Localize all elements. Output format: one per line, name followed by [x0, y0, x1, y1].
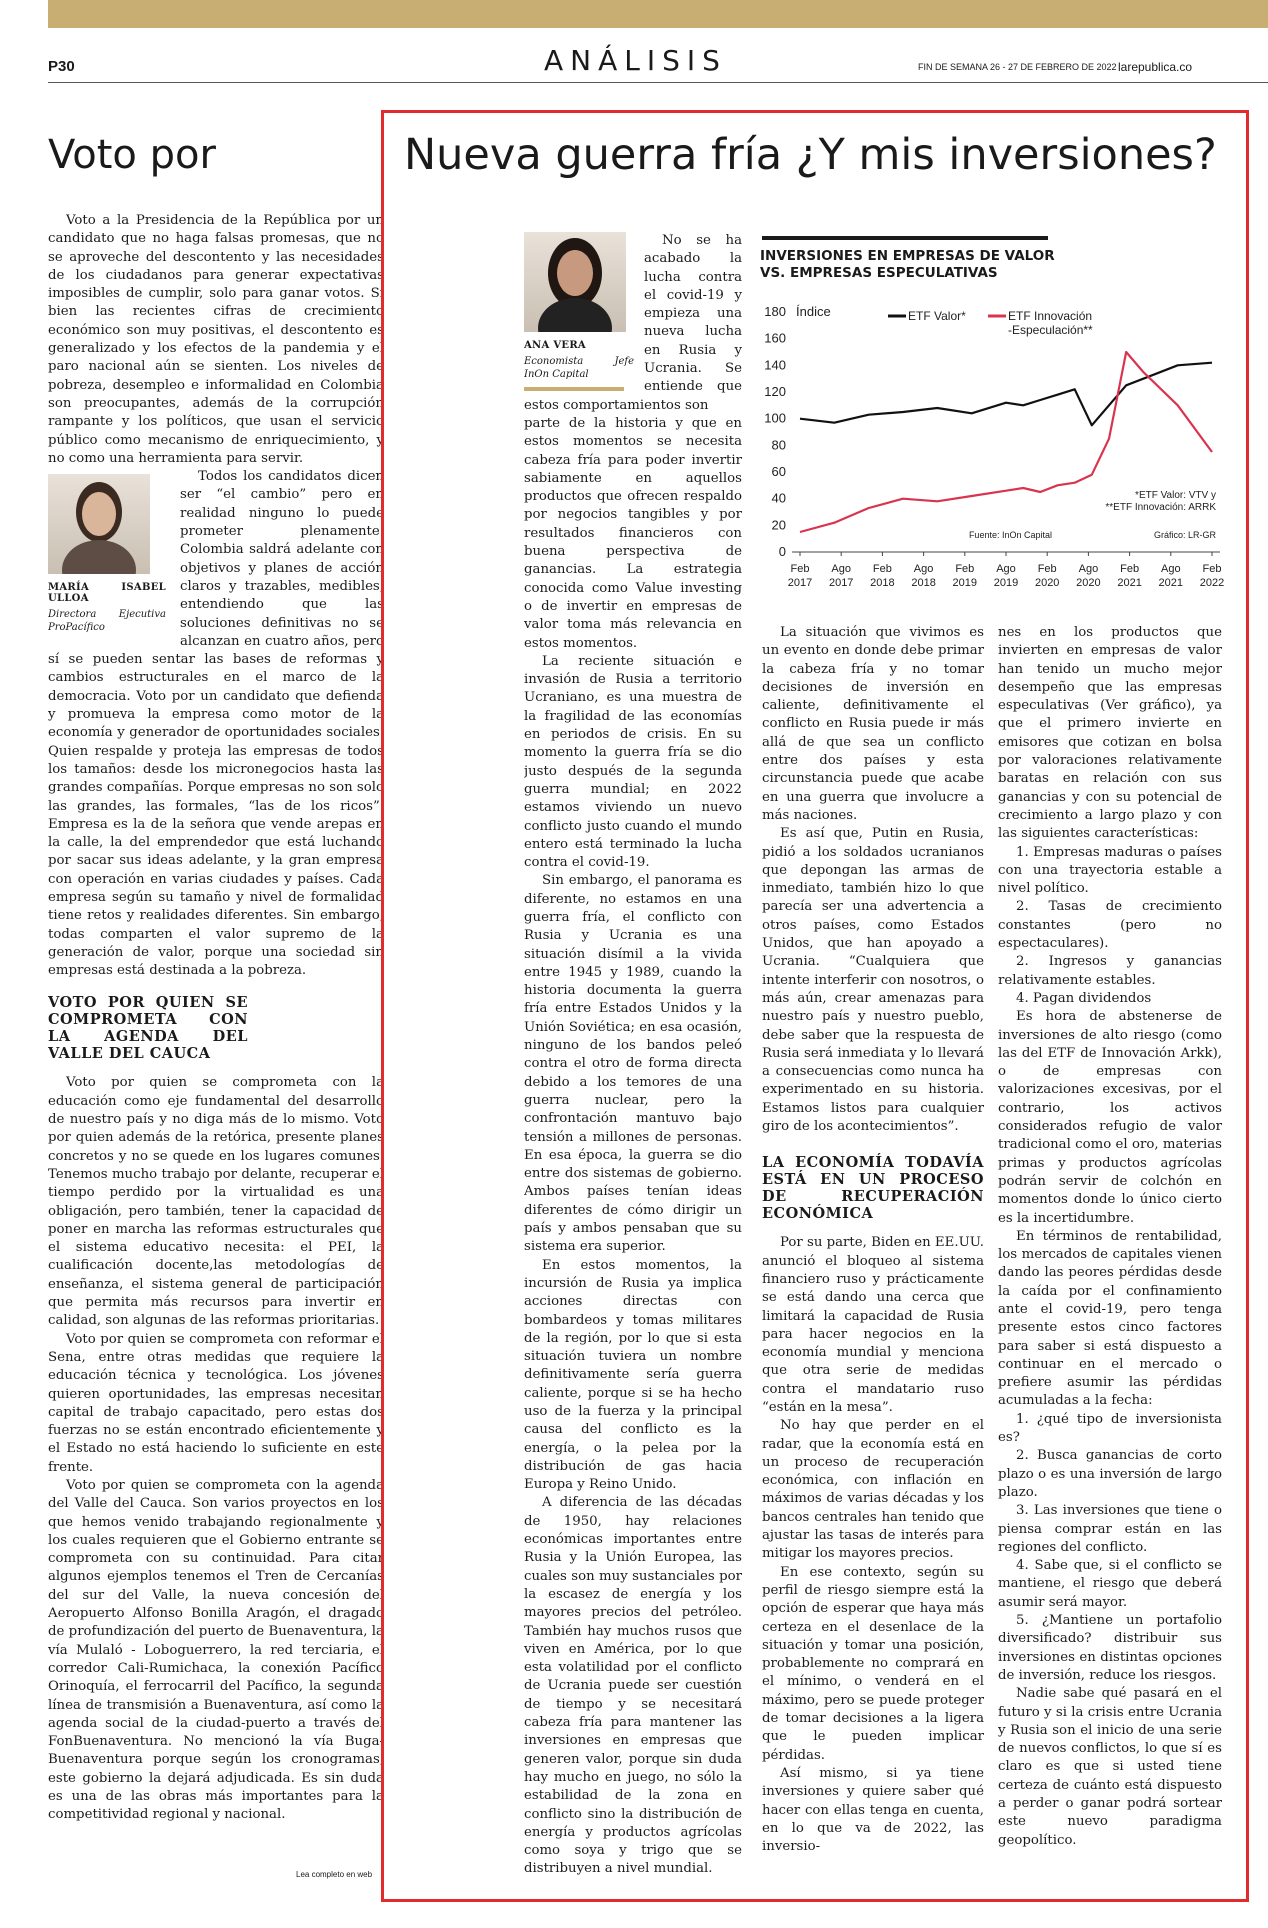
x-tick-label-month: Ago [1161, 563, 1181, 575]
legend-label-innovacion-2: -Especulación** [1008, 323, 1093, 337]
x-tick-label-year: 2020 [1076, 577, 1101, 589]
chart-source: Fuente: InOn Capital [968, 530, 1052, 540]
left-article-title: Voto por [48, 132, 216, 178]
y-tick-label: 180 [764, 304, 786, 319]
paragraph: La situación que vivimos es un evento en donde debe primar la cabeza fría y no tomar decisiones de inversión en caliente, definitivamente el conflicto en Rusia puede ir más allá de que sea un conflicto entre dos países y esta circunstancia puede que acabe en una guerra que involucre a más naciones. [762, 625, 984, 823]
author-photo [48, 474, 150, 574]
author-role: Economista Jefe InOn Capital [524, 356, 634, 380]
chart [760, 290, 1228, 610]
paragraph: En términos de rentabilidad, los mercados de capitales vienen dando las peores pérdidas desde la caída por el confinamiento ante el covid-19, pero tenga presente estos cinco factores para saber si está dispuesto a continuar en el mercado o prefiere asumir las pérdidas acumuladas a la fecha: [998, 1228, 1222, 1409]
x-tick-label-month: Ago [1078, 563, 1099, 575]
page-number: P30 [48, 58, 75, 75]
list-item: 4. Sabe que, si el conflicto se mantiene, el riesgo que deberá asumir será mayor. [998, 1558, 1222, 1610]
y-tick-label: 60 [771, 464, 786, 479]
y-tick-label: 140 [764, 357, 786, 373]
paragraph: Sin embargo, el panorama es diferente, no estamos en una guerra fría, el conflicto con Rusia y Ucrania es una situación disímil a la vivida entre 1945 y 1989, cuando la historia documenta la guerra fría entre Estados Unidos y la Unión Soviética; en esa ocasión, ninguno de los bandos peleó contra el otro de forma directa debido a los temores de una guerra nuclear, pero la confrontación mantuvo bajo tensión a millones de personas. En esa época, la guerra se dio entre dos sistemas de gobierno. Ambos países tenían ideas diferentes de cómo dirigir un país y ambos pensaban que su sistema era superior. [524, 873, 742, 1255]
paragraph: Voto por quien se comprometa con la agenda del Valle del Cauca. Son varios proyectos en los que hemos venido trabajando regionalmente y los cuales requieren que el Gobierno entrante se comprometa con su continuidad. Para citar algunos ejemplos tenemos el Tren de Cercanías del sur del Valle, la nueva concesión del Aeropuerto Alfonso Bonilla Aragón, el dragado de profundización del puerto de Buenaventura, la vía Mulaló - Loboguerrero, la red terciaria, el corredor Cali-Rumichaca, la conexión Pacífico Orinoquía, el ferrocarril del Pacífico, la segunda línea de transmisión a Buenaventura, así como la agenda social de la ciudad-puerto a través del FonBuenaventura. No mencionó la vía Buga-Buenaventura porque según los cronogramas, este gobierno la dejará adjudicada. Es sin duda es una de las obras más importantes para la competitividad regional y nacional. [48, 1478, 384, 1823]
paragraph: Es así que, Putin en Rusia, pidió a los soldados ucranianos que depongan las armas de inmediato, también hizo lo que parecía ser una advertencia a otros países, como Estados Unidos, que han apoyado a Ucrania. “Cualquiera que intente interferir con nosotros, o más aún, crear amenazas para nuestro país y nuestro pueblo, debe saber que la respuesta de Rusia será inmediata y lo llevará a consecuencias como nunca ha experimentado en su historia. Estamos listos para cualquier giro de los acontecimientos”. [762, 826, 984, 1135]
legend-label-innovacion-1: ETF Innovación [1008, 309, 1093, 323]
x-tick-label-year: 2022 [1199, 577, 1225, 589]
main-article-title: Nueva guerra fría ¿Y mis inversiones? [404, 130, 1217, 180]
x-tick-label-year: 2017 [828, 577, 854, 589]
y-tick-label: 160 [764, 330, 786, 346]
author-name: MARÍA ISABEL ULLOA [48, 582, 166, 605]
read-more-link[interactable]: Lea completo en web [296, 1870, 373, 1879]
main-article-col-2 [762, 624, 984, 1892]
x-tick-label-year: 2019 [952, 577, 978, 589]
list-item: 2. Tasas de crecimiento constantes (pero no espectaculares). [998, 899, 1222, 952]
paragraph: Voto a la Presidencia de la República por un candidato que no haga falsas promesas, que no se aproveche del descontento y las necesidades de los ciudadanos para generar expectativas imposibles de cumplir, solo para ganar votos. Si bien las recientes cifras de crecimiento económico son muy positivas, el descontento es generalizado y los efectos de la pandemia y el paro nacional aún se sienten. Los niveles de pobreza, desempleo e informalidad en Colombia son preocupantes, además de la corrupción rampante y los políticos, que usan el servicio público como mecanismo de enriquecimiento, y no como una herramienta para servir. [48, 213, 384, 466]
main-article-col-3 [998, 624, 1222, 1892]
site-url[interactable]: larepublica.co [1118, 60, 1193, 74]
x-tick-label-month: Feb [1037, 563, 1057, 575]
y-axis-label: Índice [796, 304, 831, 319]
chart-title: INVERSIONES EN EMPRESAS DE VALOR VS. EMPRESAS ESPECULATIVAS [760, 248, 1055, 281]
y-tick-label: 0 [778, 544, 786, 559]
x-tick-label-month: Feb [955, 563, 975, 575]
x-tick-label-year: 2021 [1117, 577, 1142, 589]
paragraph: No hay que perder en el radar, que la economía está en un proceso de recuperación económica, con inflación en máximos de varias décadas y los bancos centrales han tenido que ajustar las tasas de interés para mitigar los mayores precios. [762, 1418, 984, 1562]
series-line-valor [800, 363, 1212, 426]
paragraph: Por su parte, Biden en EE.UU. anunció el bloqueo al sistema financiero ruso y prácticamente se está dando una cerca que limitará la capacidad de Rusia para hacer negocios en la economía mundial y menciona que otra serie de medidas contra el mandatario ruso “están en la mesa”. [762, 1235, 984, 1415]
paragraph: Nadie sabe qué pasará en el futuro y si la crisis entre Ucrania y Rusia son el inicio de una serie de nuevos conflictos, lo que sí es claro es que si usted tiene certeza de cuánto está dispuesto a perder o ganar podrá sortear este nuevo paradigma geopolítico. [998, 1686, 1222, 1848]
y-tick-label: 80 [771, 437, 786, 453]
left-article-body [48, 212, 384, 1862]
author-box [524, 232, 634, 391]
legend-label-valor: ETF Valor* [908, 309, 966, 323]
dateline: FIN DE SEMANA 26 - 27 DE FEBRERO DE 2022 [918, 62, 1117, 72]
author-photo [524, 232, 626, 332]
paragraph: A diferencia de las décadas de 1950, hay relaciones económicas importantes entre Rusia y la Unión Europea, las cuales son muy sustanciales por la escasez de energía y los mayores precios del petróleo. También hay muchos rusos que viven en América, por lo que esta volatilidad por el conflicto de Ucrania puede ser cuestión de tiempo y se necesitará cabeza fría para mantener las inversiones en empresas que generen valor, porque sin duda hay mucho en juego, no sólo la estabilidad de la zona en conflicto sino la distribución de energía y productos agrícolas como soya y trigo que se distribuyen a nivel mundial. [524, 1495, 742, 1877]
x-tick-label-year: 2018 [911, 577, 936, 589]
x-tick-label-month: Feb [1120, 563, 1140, 575]
list-item: 1. Empresas maduras o países con una trayectoria estable a nivel político. [998, 844, 1222, 897]
paragraph: parte de la historia y que en estos momentos se necesita cabeza fría para poder invertir sabiamente en aquellos productos que ofrecen respaldo por negocios tangibles y por resultados financieros con buena perspectiva de ganancias. La estrategia conocida como Value investing o de invertir en empresas de valor toma más relevancia en estos momentos. [524, 415, 742, 651]
list-item: 2. Busca ganancias de corto plazo o es una inversión de largo plazo. [998, 1448, 1222, 1500]
paragraph: Es hora de abstenerse de inversiones de alto riesgo (como las del ETF de Innovación Arkk), o de empresas con valorizaciones excesivas, por el contrario, los activos considerados refugio de valor tradicional como el oro, materias primas y productos agrícolas podrán servir de colchón en momentos donde lo único cierto es la incertidumbre. [998, 1009, 1222, 1226]
left-subhead: VOTO POR QUIEN SE COMPROMETA CON LA AGENDA DEL VALLE DEL CAUCA [48, 994, 248, 1063]
paragraph: Voto por quien se comprometa con reformar el Sena, entre otras medidas que requiere la educación técnica y tecnológica. Los jóvenes quieren oportunidades, las empresas necesitan capital de trabajo capacitado, pero estas dos fuerzas no se están encontrado eficientemente y el Estado no está haciendo lo suficiente en este frente. [48, 1331, 384, 1475]
list-item: 3. Las inversiones que tiene o piensa comprar están en las regiones del conflicto. [998, 1503, 1222, 1555]
x-tick-label-month: Feb [872, 563, 892, 575]
y-tick-label: 100 [764, 410, 786, 426]
x-tick-label-year: 2019 [993, 577, 1019, 589]
list-item: 4. Pagan dividendos [1016, 990, 1152, 1006]
x-tick-label-month: Feb [1202, 563, 1222, 575]
section-title: ANÁLISIS [544, 44, 727, 77]
author-accent [524, 387, 624, 391]
author-box [48, 474, 166, 634]
x-tick-label-month: Ago [996, 563, 1016, 575]
list-item: 1. ¿qué tipo de inversionista es? [998, 1411, 1222, 1446]
paragraph: nes en los productos que invierten en empresas de valor han tenido un mucho mejor desempeño que las empresas especulativas (Ver gráfico), ya que el primero invierte en emisores que cotizan en bolsa por valoraciones relativamente baratas en relación con sus ganancias y con su potencial de crecimiento a largo plazo y con las siguientes características: [998, 625, 1222, 842]
y-tick-label: 20 [771, 517, 786, 533]
chart-note: *ETF Valor: VTV y [1135, 490, 1216, 501]
paragraph: Todos los candidatos dicen ser “el cambio” pero en realidad ninguno lo puede prometer plenamente. Colombia saldrá adelante con objetivos y planes de acción claros y trazables, medibles, entendiendo que las soluciones definitivas no se alcanzan en cuatro años, pero sí se pueden sentar las bases de reformas y cambios estructurales en el marco de la democracia. Voto por un candidato que defienda y promueva la empresa como motor de la economía y generador de oportunidades sociales. Quien respalde y proteja las empresas de todos los tamaños: desde los micronegocios hasta las grandes compañías. Porque empresas no son solo las grandes, las formales, “las de los ricos”. Empresa es la de la señora que vende arepas en la calle, la del emprendedor que está luchando por sacar sus ideas adelante, y la gran empresa con operación en varias ciudades y países. Cada empresa según su tamaño y nivel de formalidad tiene retos y realidades diferentes. Sin embargo, todas comparten el valor supremo de la generación de valor, porque una sociedad sin empresas está destinada a la pobreza. [48, 469, 384, 979]
paragraph: No se ha acabado la lucha contra el covid-19 y empieza una nueva lucha en Rusia y Ucrania. Se entiende que estos comportamientos son [524, 233, 742, 413]
list-item: 2. Ingresos y ganancias relativamente estables. [998, 954, 1222, 988]
paragraph: La reciente situación e invasión de Rusia a territorio Ucraniano, es una muestra de la fragilidad de las economías en periodos de crisis. En su momento la guerra fría se dio justo después de la segunda guerra mundial; en 2022 estamos viviendo un nuevo conflicto justo cuando el mundo entero está terminado la lucha contra el covid-19. [524, 653, 742, 871]
paragraph: En estos momentos, la incursión de Rusia ya implica acciones directas con bombardeos y tomas militares de la región, por lo que si esta situación tuviera un nombre definitivamente sería guerra caliente, porque si se ha hecho uso de la fuerza y la principal causa del conflicto es la energía, o la pelea por la distribución de gas hacia Europa y Reino Unido. [524, 1257, 742, 1493]
y-tick-label: 120 [764, 384, 786, 399]
list-item: 5. ¿Mantiene un portafolio diversificado? distribuir sus inversiones en distintas opciones de inversión, reduce los riesgos. [998, 1613, 1222, 1683]
x-tick-label-year: 2020 [1034, 577, 1060, 589]
y-tick-label: 40 [771, 490, 786, 506]
header-rule [48, 82, 1268, 83]
x-tick-label-month: Ago [831, 563, 851, 575]
top-accent-bar [48, 0, 1268, 28]
paragraph: Así mismo, si ya tiene inversiones y quiere saber qué hacer con ellas tenga en cuenta, en lo que va de 2022, las inversio- [762, 1765, 984, 1855]
x-tick-label-year: 2017 [787, 577, 813, 589]
main-subhead: LA ECONOMÍA TODAVÍA ESTÁ EN UN PROCESO DE RECUPERACIÓN ECONÓMICA [762, 1154, 984, 1223]
x-tick-label-year: 2021 [1158, 577, 1184, 589]
main-article-col-1 [524, 232, 742, 1892]
chart-title-rule [762, 236, 1048, 240]
author-role: Directora Ejecutiva ProPacífico [48, 609, 166, 634]
chart-credit: Gráfico: LR-GR [1153, 530, 1216, 540]
paragraph: Voto por quien se comprometa con la educación como eje fundamental del desarrollo de nuestro país y no diga más de lo mismo. Voto por quien además de la retórica, presente planes concretos y no se quede en los lugares comunes. Tenemos mucho trabajo por delante, recuperar el tiempo perdido por la virtualidad es una obligación, pero también, tener la capacidad de poner en marcha las reformas estructurales que el sistema educativo necesita: el PEI, la cualificación docente,las metodologías de enseñanza, el sistema general de participación que permita más recursos para invertir en calidad, son algunas de las reformas prioritarias. [48, 1075, 384, 1329]
x-tick-label-month: Feb [790, 563, 810, 575]
chart-note: **ETF Innovación: ARRK [1105, 502, 1216, 513]
x-tick-label-year: 2018 [870, 577, 895, 589]
author-name: ANA VERA [524, 340, 586, 351]
paragraph: En ese contexto, según su perfil de riesgo siempre está la opción de esperar que haya más certeza en el desenlace de la situación y tomar una posición, probablemente no comprará en el mínimo, o venderá en el máximo, pero se puede proteger de tomar decisiones a la ligera que le pueden implicar pérdidas. [762, 1564, 984, 1763]
x-tick-label-month: Ago [913, 563, 934, 575]
